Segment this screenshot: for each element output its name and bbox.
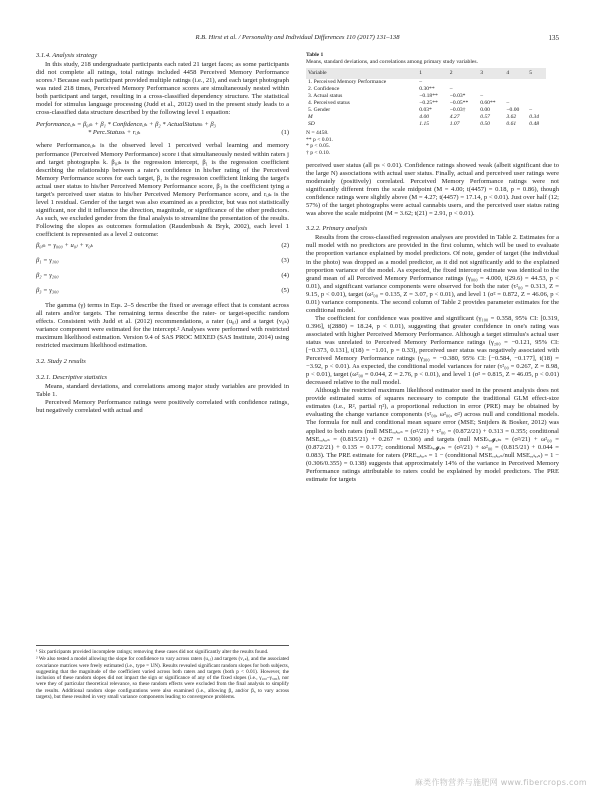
table-cell: –: [419, 79, 423, 85]
table-caption: Means, standard deviations, and correlations among primary study variables.: [306, 59, 478, 65]
table-cell: −0.18**: [419, 93, 438, 99]
correlation-table: [306, 68, 546, 128]
table-cell: 4. Perceived status: [308, 100, 350, 106]
equation-5: [36, 287, 289, 295]
table-cell: 4.27: [449, 114, 460, 120]
table-cell: 1.07: [449, 121, 460, 127]
table-note: ** p < 0.01.: [306, 136, 333, 143]
table-cell: 3. Actual status: [308, 93, 343, 99]
table-cell: [527, 86, 546, 93]
table-cell: –: [529, 107, 533, 113]
table-cell: [478, 86, 504, 93]
table-header-row: [306, 68, 546, 79]
table-title: Table 1: [306, 52, 324, 58]
table-cell: 0.60**: [480, 100, 496, 106]
table-cell: M: [308, 114, 313, 120]
table-note: N = 4458.: [306, 130, 329, 136]
paragraph: In this study, 218 undergraduate participants each rated 21 target faces; as some participants did not complete all ratings, total ratings included 4458 Perceived Memory Performance scores.¹ Because each participant provided multiple ratings (i.e., 21), and each target photograph was rated 218 times, Perceived Memory Performance scores are simultaneously nested within both participant and target, resulting in a cross-classified dependency structure. The statistical model for stimulus language processing (Judd et al., 2012) used in the present study leads to a cross-classified data structure described by the following level 1 equation:: [36, 61, 289, 117]
table-cell: [504, 79, 527, 86]
table-cell: [527, 100, 546, 107]
equation-2: [36, 242, 289, 250]
table-cell: 1. Perceived Memory Performance: [308, 79, 387, 85]
table-cell: 0.34: [529, 114, 540, 120]
equation-number: (2): [281, 242, 289, 250]
table-cell: 5. Gender: [308, 107, 331, 113]
column-header: 2: [449, 70, 453, 76]
table-cell: 0.57: [480, 114, 490, 120]
equation-3: [36, 257, 289, 265]
right-column: [306, 52, 559, 484]
table-cell: 4.00: [419, 114, 430, 120]
equation-text: β₂ = γ₂₀₀: [36, 272, 59, 280]
table-row: [306, 93, 546, 100]
paragraph: The gamma (γ) terms in Eqs. 2–5 describe the fixed or average effect that is constant across all raters and/or targets. The remaining terms describe the rater- or target-specific random effects. Consistent with Judd et al. (2012) recommendations, a rater (u₀ⱼ) and a target (v₀ₖ) variance component were estimated for the intercept.² Analyses were performed with restricted maximum likelihood estimation. Version 9.4 of SAS PROC MIXED (SAS Institute, 2014) using restricted maximum likelihood estimation.: [36, 302, 289, 350]
table-note: * p < 0.05.: [306, 143, 331, 149]
table-cell: 0.03*: [419, 107, 432, 113]
running-head: R.B. Hirst et al. / Personality and Individual Differences 110 (2017) 131–138: [195, 34, 400, 41]
equation-1: [36, 121, 289, 129]
column-header: 3: [480, 70, 483, 76]
left-column: [36, 52, 289, 415]
table-summary-row: [306, 121, 546, 128]
column-header: 1: [419, 70, 423, 76]
footnotes: [36, 645, 289, 701]
column-header: 4: [506, 70, 510, 76]
table-cell: −0.05**: [449, 100, 469, 106]
section-heading-3-1-4: 3.1.4. Analysis strategy: [36, 52, 98, 59]
table-cell: −0.25**: [419, 100, 438, 106]
equation-number: (3): [281, 257, 289, 265]
table-notes: [306, 130, 559, 156]
table-row: [306, 79, 546, 86]
equation-4: [36, 272, 289, 280]
table-1: [306, 52, 559, 156]
table-cell: [527, 79, 546, 86]
table-cell: [448, 79, 478, 86]
equation-1-continued: [36, 129, 289, 137]
table-cell: –: [449, 86, 453, 92]
table-cell: 0.00: [480, 107, 490, 113]
paragraph: Results from the cross-classified regression analyses are provided in Table 2. Estimates for a null model with no predictors are provided in the first column, which will be used to evaluate the proportion variance explained by model predictors. Of note, gender of target (the individual in the photo) was dropped as a model predictor, as it did not significantly add to the explained proportion variance of the model. As expected, the fixed intercept estimate was identical to the grand mean of all Perceived Memory Performance ratings (γ₀₀₀ = 4.000, t(29.6) = 44.53, p < 0.01), and significant variance components were observed for both the rater (τ²₀₀ = 0.313, Z = 9.15, p < 0.01), target (ω²₀₀ = 0.135, Z = 3.07, p < 0.01), and level 1 (σ² = 0.872, Z = 46.06, p < 0.01) variance components. The second column of Table 2 provides parameter estimates for the conditional model.: [306, 234, 559, 314]
table-cell: 3.62: [506, 114, 517, 120]
table-cell: [504, 93, 527, 100]
table-cell: [527, 93, 546, 100]
table-summary-row: [306, 114, 546, 121]
paragraph: perceived user status (all ps < 0.01). Confidence ratings showed weak (albeit significant due to the large N) associations with actual user status. Finally, actual and perceived user ratings were moderately (positively) correlated. Perceived Memory Performance ratings were not significantly different from the scale midpoint (M = 4.00; t(4457) = 0.18, p = 0.86), though confidence ratings were slightly above (M = 4.27; t(4457) = 17.14, p < 0.01). Just over half (12; 57%) of the target photographs were actual cannabis users, and the perceived user status rating was above the scale midpoint (M = 3.62; t(21) = 2.91, p < 0.01).: [306, 162, 559, 218]
paragraph: Although the restricted maximum likelihood estimator used in the present analysis does not provide estimated sums of squares necessary to compute the traditional GLM effect-size estimates (i.e., R², partial η²), a proportional reduction in error (PRE) may be obtained by evaluating the change variance components (τ²₀₀, ω²₀₀, σ²) across null and conditional models. The formula for null and conditional mean square error (MSE; Snijders & Bosker, 2012) was applied to both raters (null MSEᵣₐₜₑᵣₛ = (σ²/21) + τ²₀₀ = (0.872/21) + 0.313 = 0.355; conditional MSEᵣₐₜₑᵣₛ = (0.815/21) + 0.267 = 0.306) and targets (null MSEₜₐᵣ𝓰ₑₜₛ = (σ²/21) + ω²₀₀ = (0.872/21) + 0.135 = 0.177; conditional MSEₜₐᵣ𝓰ₑₜₛ = (σ²/21) + ω²₀₀ = (0.815/21) + 0.044 = 0.083). The PRE estimate for raters (PREᵣₐₜₑᵣₛ = 1 − (conditional MSEᵣₐₜₑᵣₛ/null MSEᵣₐₜₑᵣₛ) = 1 − (0.306/0.355) = 0.138) suggests that approximately 14% of the variance in Perceived Memory Performance ratings attributable to raters could be explained by model predictors. The PRE estimate for targets: [306, 387, 559, 483]
watermark-text: 麻类作物营养与施肥网 www.fibercrops.com: [414, 778, 587, 787]
table-cell: −0.00: [506, 107, 520, 113]
equation-number: (4): [281, 272, 289, 280]
section-heading-3-2-2: 3.2.2. Primary analysis: [306, 225, 368, 233]
column-header: Variable: [308, 70, 327, 76]
equation-number: (1): [281, 129, 289, 137]
equation-text: β₀ⱼₖ = γ₀₀₀ + u₀ⱼ + v₀ₖ: [36, 242, 93, 250]
equation-number: (5): [281, 287, 289, 295]
table-cell: −0.03†: [449, 107, 466, 113]
column-header: 5: [529, 70, 533, 76]
section-heading-3-2-1: 3.2.1. Descriptive statistics: [36, 373, 108, 381]
equation-text: Performanceᵢⱼₖ = β₀ⱼₖ + β₁ * Confidenceᵢⱼₖ + β₂ * ActualStatusₖ + β₃: [36, 121, 216, 129]
table-note: † p < 0.10.: [306, 149, 331, 156]
table-cell: –: [480, 93, 483, 99]
table-cell: [478, 79, 504, 86]
table-row: [306, 100, 546, 107]
table-cell: [504, 86, 527, 93]
table-cell: 0.48: [529, 121, 540, 127]
table-cell: 0.61: [506, 121, 517, 127]
table-cell: 2. Confidence: [308, 86, 340, 92]
table-cell: SD: [308, 121, 315, 127]
paragraph: The coefficient for confidence was positive and significant (γ₁₀₀ = 0.358, 95% CI: [0.319, 0.396], t(2880) = 18.24, p < 0.01), suggesting that greater confidence in one's rating was associated with higher Perceived Memory Performance. Although a target stimulus's actual user status was unrelated to Perceived Memory Performance ratings (γ₂₀₀ = −0.121, 95% CI: [−0.373, 0.131], t(18) = −1.01, p = 0.33), perceived user status was negatively associated with Perceived Memory Performance ratings (γ₃₀₀ = −0.380, 95% CI: [−0.584, −0.177], t(18) = −3.92, p < 0.01). As expected, the conditional model variances for rater (τ²₀₀ = 0.267, Z = 8.98, p < 0.01), target (ω²₀₀ = 0.044, Z = 2.76, p < 0.01), and level 1 (σ² = 0.815, Z = 46.05, p < 0.01) decreased relative to the null model.: [306, 314, 559, 387]
table-cell: –: [506, 100, 510, 106]
paragraph: where Performanceᵢⱼₖ is the observed level 1 perceived verbal learning and memory performance (Perceived Memory Performance) score i that simultaneously nested within raters j and target photographs k. β₀ⱼₖ is the regression intercept, β₁ is the regression coefficient describing the relationship between a rater's confidence in his/her rating of the Perceived Memory Performance scores for each target, β₂ is the regression coefficient linking the target's actual user status to his/her Perceived Memory Performance score, β₃ is the coefficient tying a target's perceived user status to his/her Perceived Memory Performance score, and rᵢⱼₖ is the level 1 residual. Gender of the target was also examined as a predictor, but was not statistically significant, nor did it influence the direction, magnitude, or significance of the other predictors. As such, we excluded gender from the final analysis to streamline the presentation of the results. Following the slopes as outcomes formulation (Raudenbush & Bryk, 2002), each level 1 coefficient is represented as a level 2 outcome:: [36, 142, 289, 238]
equation-text: β₃ = γ₃₀₀: [36, 287, 59, 295]
table-cell: 0.30**: [419, 86, 435, 92]
table-row: [306, 86, 546, 93]
equation-text: β₁ = γ₁₀₀: [36, 257, 59, 265]
footnote-1: ¹ Six participants provided incomplete ratings; removing these cases did not significantly alter the results found.: [36, 649, 269, 655]
table-cell: 0.50: [480, 121, 490, 127]
section-heading-3-2: 3.2. Study 2 results: [36, 357, 86, 365]
paragraph: Perceived Memory Performance ratings were positively correlated with confidence ratings, but negatively correlated with actual and: [36, 398, 289, 414]
footnote-2: ² We also tested a model allowing the slope for confidence to vary across raters (u₁ⱼ) and targets (v₁ₖ), and the associated covariance matrices were freely estimated (i.e., type = UN). Results revealed significant random slopes for both subjects, suggesting that the magnitude of the coefficient varied across both raters and targets (both p < 0.01). However, the inclusion of these random slopes did not impact the sign or significance of any of the fixed slopes (i.e., γ₁₀₀–γ₃₀₀), nor were they of particular theoretical relevance, so these random effects were excluded from the final analysis to simplify the results. Additional random slope configurations were also examined (i.e., allowing β₂ and/or β₃ to vary across targets), but these resulted in very small variance components leading to convergence problems.: [36, 656, 289, 701]
table-cell: 1.15: [419, 121, 430, 127]
table-cell: −0.03*: [449, 93, 466, 99]
equation-text: * Perc.Statusₖ + rᵢⱼₖ: [88, 129, 141, 137]
table-row: [306, 107, 546, 114]
paragraph: Means, standard deviations, and correlations among major study variables are provided in Table 1.: [36, 382, 289, 398]
page-number: 135: [548, 34, 559, 42]
